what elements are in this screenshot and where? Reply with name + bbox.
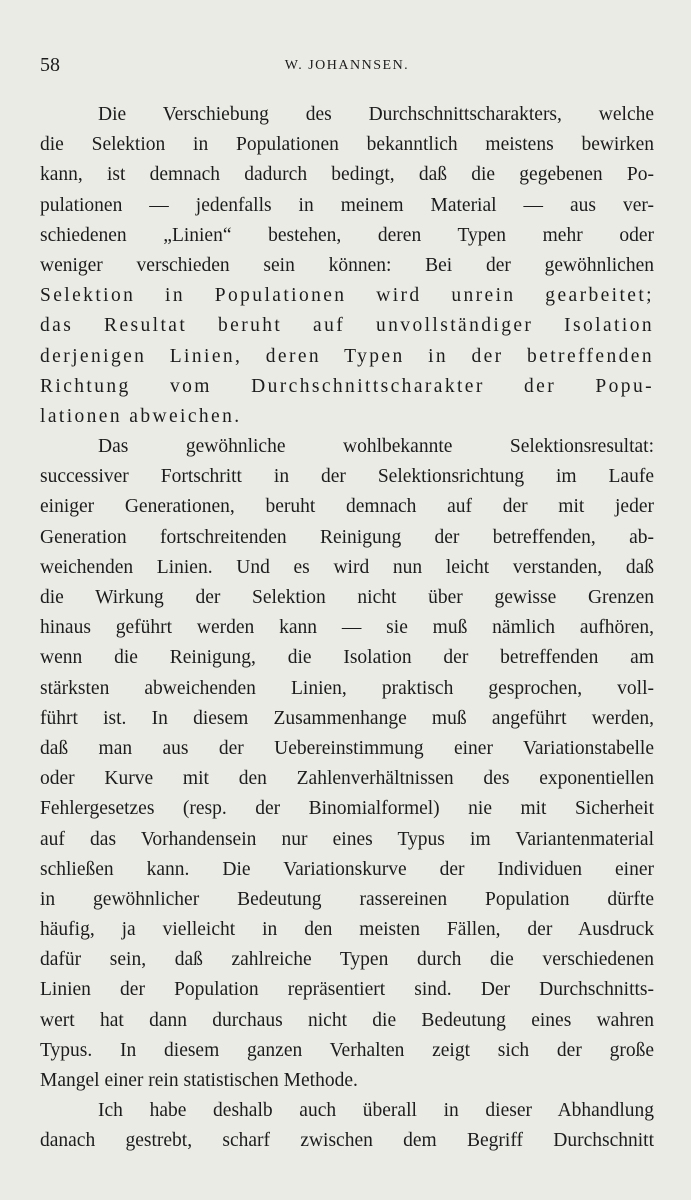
text-line: lationen abweichen. [40,405,242,427]
text-line: daß man aus der Uebereinstimmung einer Variationstabelle [40,737,654,759]
text-line: Richtung vom Durchschnittscharakter der Popu- [40,375,654,397]
text-line: schließen kann. Die Variationskurve der Individuen einer [40,858,654,880]
text-line: häufig, ja vielleicht in den meisten Fällen, der Ausdruck [40,919,654,941]
text-line: oder Kurve mit den Zahlenverhältnissen des exponentiellen [40,768,654,790]
paragraph-3 [40,1096,654,1156]
text-line: wenn die Reinigung, die Isolation der betreffenden am [40,647,654,669]
text-line: Fehlergesetzes (resp. der Binomialformel) nie mit Sicherheit [40,798,654,820]
text-line: hinaus geführt werden kann — sie muß nämlich aufhören, [40,617,654,639]
text-line: pulationen — jedenfalls in meinem Material — aus ver- [40,194,654,216]
page-header [40,54,654,84]
text-line: die Selektion in Populationen bekanntlich meistens bewirken [40,134,654,156]
text-line: die Wirkung der Selektion nicht über gewisse Grenzen [40,587,654,608]
text-line: führt ist. In diesem Zusammenhange muß angeführt werden, [40,707,654,729]
text-line: schiedenen „Linien“ bestehen, deren Typen mehr oder [40,224,654,246]
text-line: Linien der Population repräsentiert sind. Der Durchschnitts- [40,979,654,1001]
text-line: weniger verschieden sein können: Bei der gewöhnlichen [40,254,654,276]
text-line: derjenigen Linien, deren Typen in der betreffenden [40,345,654,367]
text-line: Ich habe deshalb auch überall in dieser Abhandlung [98,1100,654,1122]
text-line: weichenden Linien. Und es wird nun leicht verstanden, daß [40,556,654,578]
text-line: das Resultat beruht auf unvollständiger Isolation [40,315,654,337]
text-line: Typus. In diesem ganzen Verhalten zeigt sich der große [40,1039,654,1061]
body-text [40,100,654,1157]
text-line: kann, ist demnach dadurch bedingt, daß die gegebenen Po- [40,164,654,186]
text-line: dafür sein, daß zahlreiche Typen durch die verschiedenen [40,949,654,971]
text-line: in gewöhnlicher Bedeutung rassereinen Population dürfte [40,888,654,910]
text-line: Selektion in Populationen wird unrein gearbeitet; [40,285,654,307]
text-line: stärksten abweichenden Linien, praktisch gesprochen, voll- [40,677,654,699]
text-line: wert hat dann durchaus nicht die Bedeutung eines wahren [40,1009,654,1031]
text-line: danach gestrebt, scharf zwischen dem Begriff Durchschnitt [40,1130,654,1152]
page-number: 58 [40,54,60,76]
text-line: Die Verschiebung des Durchschnittscharakters, welche [98,104,654,125]
paragraph-2 [40,432,654,1096]
text-line: Mangel einer rein statistischen Methode. [40,1070,358,1091]
text-line: Generation fortschreitenden Reinigung der betreffenden, ab- [40,526,654,548]
text-line: auf das Vorhandensein nur eines Typus im Variantenmaterial [40,828,654,850]
text-line: einiger Generationen, beruht demnach auf der mit jeder [40,496,654,518]
text-line: successiver Fortschritt in der Selektionsrichtung im Laufe [40,466,654,488]
running-head: W. JOHANNSEN. [284,58,410,73]
paragraph-1 [40,100,654,432]
text-line: Das gewöhnliche wohlbekannte Selektionsresultat: [98,436,654,458]
